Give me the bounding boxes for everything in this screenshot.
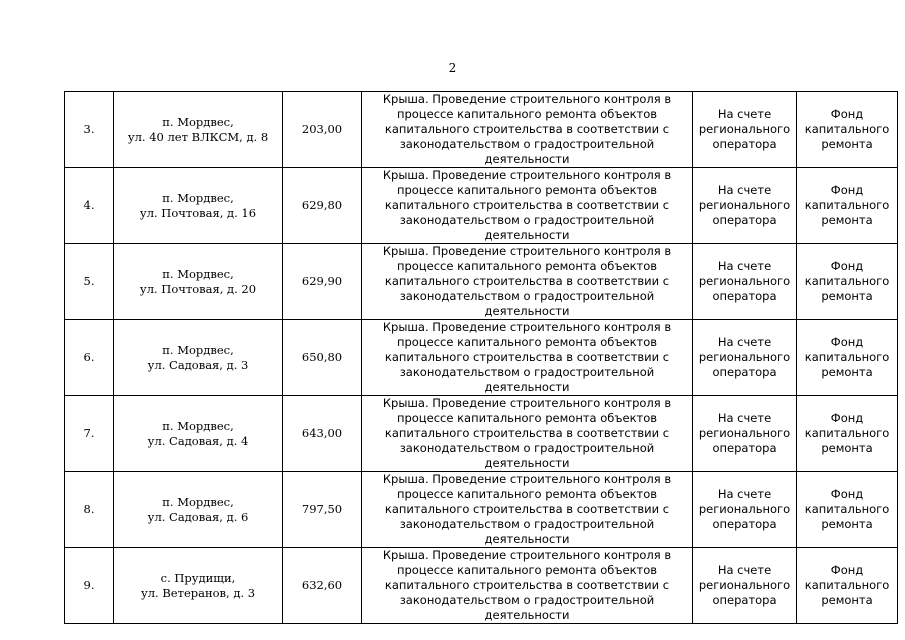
- address-cell: [114, 472, 283, 548]
- address-street: ул. 40 лет ВЛКСМ, д. 8: [127, 129, 269, 144]
- address-locality: п. Мордвес,: [162, 342, 234, 357]
- area-cell: 629,90: [283, 244, 362, 320]
- address-cell: [114, 396, 283, 472]
- table-row: [65, 244, 898, 320]
- address-street: ул. Почтовая, д. 16: [139, 205, 257, 220]
- row-number: 6.: [65, 320, 114, 396]
- area-cell: 629,80: [283, 168, 362, 244]
- work-description-cell: Крыша. Проведение строительного контроля в процессе капитального ремонта объектов капитального строительства в соответствии с законодательством о градостроительной деятельности: [362, 396, 693, 472]
- fund-cell: Фонд капитального ремонта: [797, 320, 898, 396]
- table-row: [65, 396, 898, 472]
- fund-cell: Фонд капитального ремонта: [797, 244, 898, 320]
- table-row: [65, 320, 898, 396]
- row-number: 3.: [65, 92, 114, 168]
- area-cell: 632,60: [283, 548, 362, 624]
- fund-cell: Фонд капитального ремонта: [797, 92, 898, 168]
- address-locality: п. Мордвес,: [162, 266, 234, 281]
- address-cell: [114, 320, 283, 396]
- address-cell: [114, 244, 283, 320]
- fund-cell: Фонд капитального ремонта: [797, 548, 898, 624]
- address-locality: п. Мордвес,: [162, 494, 234, 509]
- address-locality: с. Прудищи,: [160, 570, 236, 585]
- works-table-body: [65, 92, 898, 624]
- table-row: [65, 92, 898, 168]
- address-cell: [114, 92, 283, 168]
- work-description-cell: Крыша. Проведение строительного контроля в процессе капитального ремонта объектов капитального строительства в соответствии с законодательством о градостроительной деятельности: [362, 472, 693, 548]
- work-description-cell: Крыша. Проведение строительного контроля в процессе капитального ремонта объектов капитального строительства в соответствии с законодательством о градостроительной деятельности: [362, 320, 693, 396]
- area-cell: 797,50: [283, 472, 362, 548]
- address-locality: п. Мордвес,: [162, 114, 234, 129]
- page-number: 2: [448, 61, 457, 75]
- row-number: 4.: [65, 168, 114, 244]
- address-cell: [114, 548, 283, 624]
- row-number: 7.: [65, 396, 114, 472]
- account-cell: На счете регионального оператора: [693, 320, 797, 396]
- address-cell: [114, 168, 283, 244]
- address-street: ул. Ветеранов, д. 3: [140, 585, 256, 600]
- area-cell: 650,80: [283, 320, 362, 396]
- address-street: ул. Садовая, д. 4: [147, 433, 249, 448]
- row-number: 9.: [65, 548, 114, 624]
- account-cell: На счете регионального оператора: [693, 168, 797, 244]
- work-description-cell: Крыша. Проведение строительного контроля в процессе капитального ремонта объектов капитального строительства в соответствии с законодательством о градостроительной деятельности: [362, 244, 693, 320]
- account-cell: На счете регионального оператора: [693, 396, 797, 472]
- fund-cell: Фонд капитального ремонта: [797, 472, 898, 548]
- address-street: ул. Садовая, д. 6: [147, 509, 249, 524]
- work-description-cell: Крыша. Проведение строительного контроля в процессе капитального ремонта объектов капитального строительства в соответствии с законодательством о градостроительной деятельности: [362, 168, 693, 244]
- address-locality: п. Мордвес,: [162, 418, 234, 433]
- fund-cell: Фонд капитального ремонта: [797, 168, 898, 244]
- area-cell: 203,00: [283, 92, 362, 168]
- address-street: ул. Почтовая, д. 20: [139, 281, 257, 296]
- works-table: [64, 91, 898, 624]
- account-cell: На счете регионального оператора: [693, 92, 797, 168]
- fund-cell: Фонд капитального ремонта: [797, 396, 898, 472]
- address-street: ул. Садовая, д. 3: [147, 357, 249, 372]
- account-cell: На счете регионального оператора: [693, 244, 797, 320]
- row-number: 8.: [65, 472, 114, 548]
- table-row: [65, 548, 898, 624]
- area-cell: 643,00: [283, 396, 362, 472]
- account-cell: На счете регионального оператора: [693, 548, 797, 624]
- row-number: 5.: [65, 244, 114, 320]
- table-row: [65, 472, 898, 548]
- account-cell: На счете регионального оператора: [693, 472, 797, 548]
- table-row: [65, 168, 898, 244]
- work-description-cell: Крыша. Проведение строительного контроля в процессе капитального ремонта объектов капитального строительства в соответствии с законодательством о градостроительной деятельности: [362, 548, 693, 624]
- work-description-cell: Крыша. Проведение строительного контроля в процессе капитального ремонта объектов капитального строительства в соответствии с законодательством о градостроительной деятельности: [362, 92, 693, 168]
- address-locality: п. Мордвес,: [162, 190, 234, 205]
